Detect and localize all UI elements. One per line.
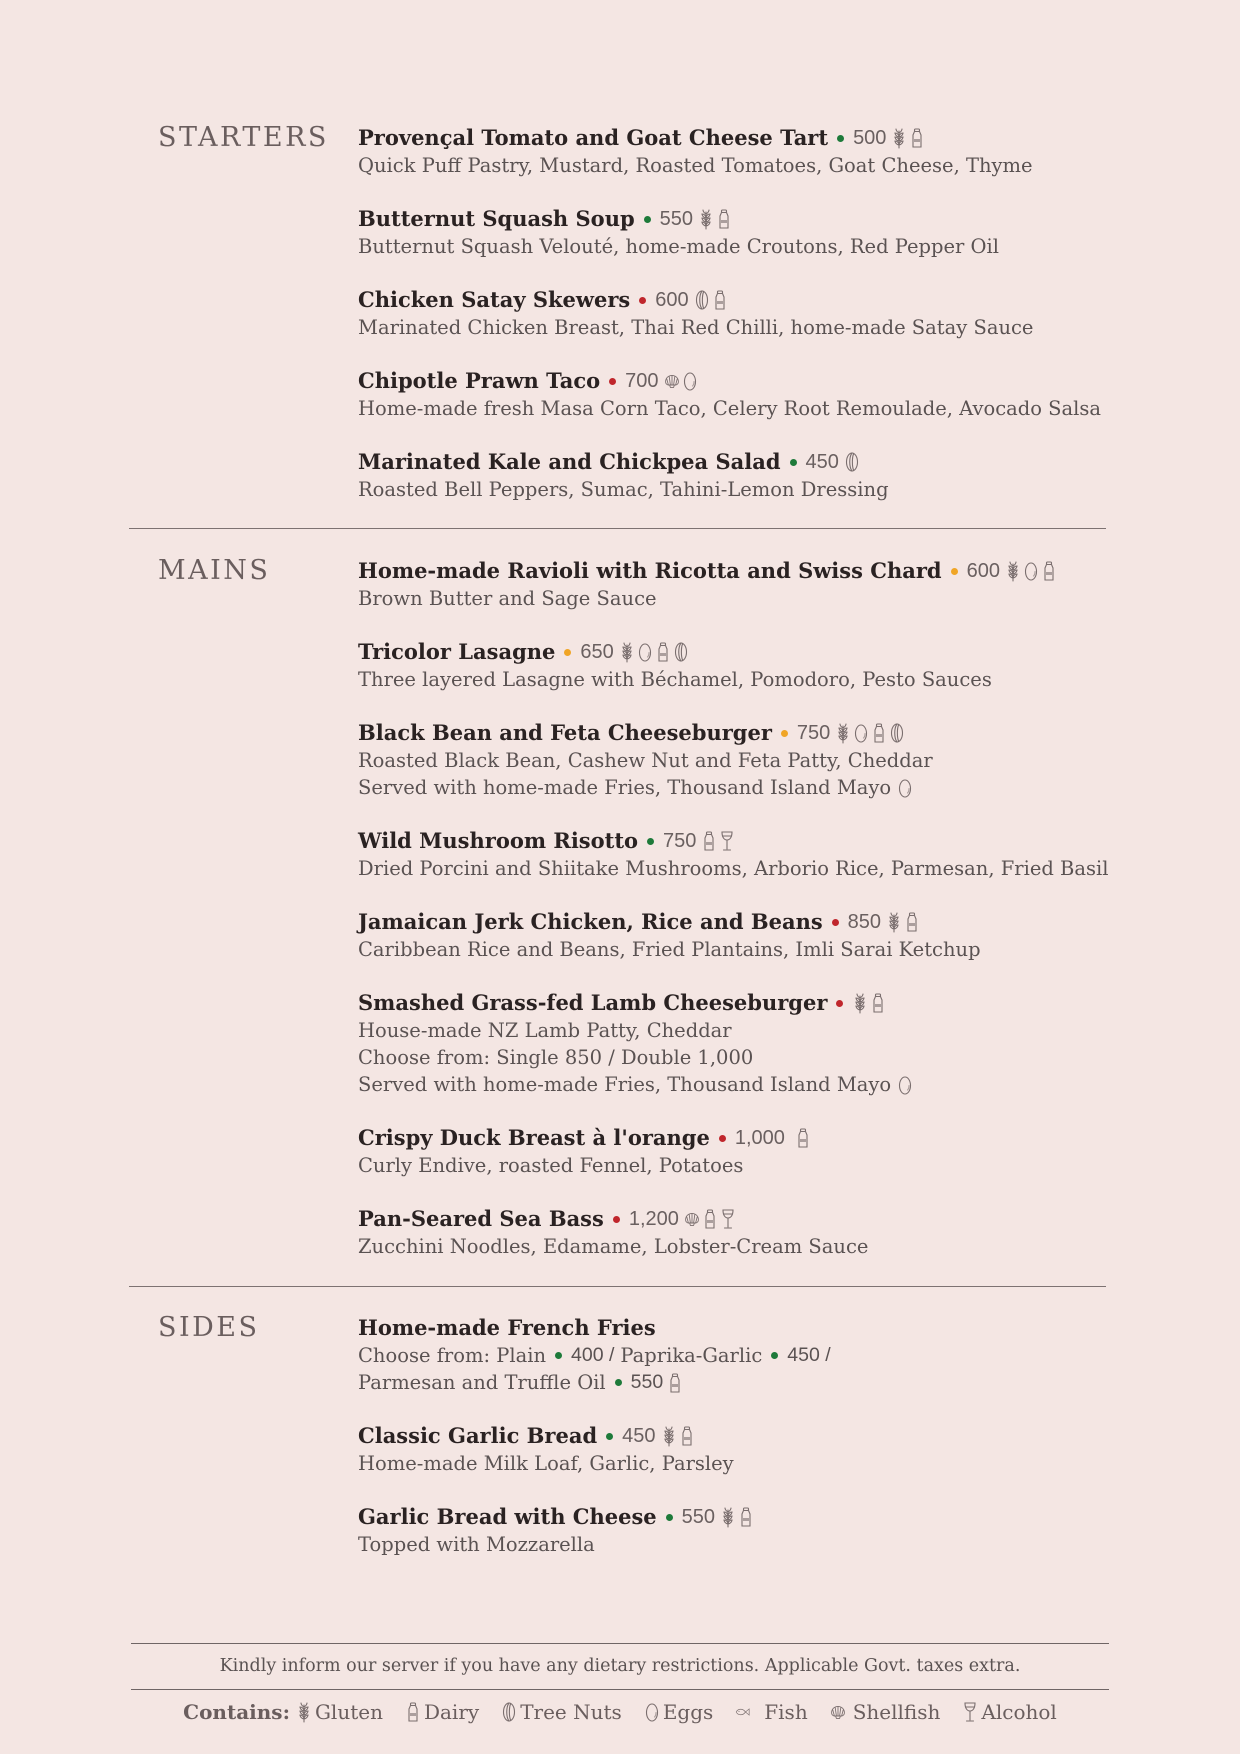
dairy-icon <box>667 1372 683 1394</box>
section-title: STARTERS <box>158 122 329 153</box>
menu-item <box>358 1422 1218 1477</box>
option-label: Paprika-Garlic <box>620 1344 763 1367</box>
tree-nuts-icon <box>694 289 710 311</box>
menu-item <box>358 719 1218 801</box>
option-label: Choose from: Plain <box>358 1344 547 1367</box>
dish-name: Home-made Ravioli with Ricotta and Swiss Chard <box>358 558 942 583</box>
footer-divider-bottom <box>131 1689 1109 1690</box>
shellfish-icon <box>830 1701 850 1723</box>
price: 1,000 <box>734 1127 785 1149</box>
price: 650 <box>580 641 614 663</box>
dish-name: Smashed Grass-fed Lamb Cheeseburger <box>358 990 828 1015</box>
option-price: 450 / <box>787 1344 831 1366</box>
dietary-note: Kindly inform our server if you have any dietary restrictions. Applicable Govt. taxes extra. <box>219 1656 1021 1676</box>
egg-dot <box>564 649 571 656</box>
legend-entry-tree-nuts <box>501 1700 622 1724</box>
menu-item <box>358 1124 1218 1179</box>
menu-item <box>358 989 1218 1098</box>
tree-nuts-icon <box>889 722 905 744</box>
dish-name: Wild Mushroom Risotto <box>358 828 639 853</box>
gluten-icon <box>296 1701 312 1723</box>
dish-description: Home-made Milk Loaf, Garlic, Parsley <box>358 1452 734 1475</box>
gluten-icon <box>886 911 902 933</box>
allergen-icons <box>795 1127 811 1149</box>
legend-entry-alcohol <box>962 1700 1056 1724</box>
dish-name: Garlic Bread with Cheese <box>358 1504 657 1529</box>
dish-description <box>358 1071 1218 1098</box>
dish-description: Quick Puff Pastry, Mustard, Roasted Tomatoes, Goat Cheese, Thyme <box>358 154 1033 177</box>
eggs-icon <box>637 641 653 663</box>
price: 450 <box>622 1425 656 1447</box>
alcohol-icon <box>720 1208 736 1230</box>
nonveg-dot <box>639 297 646 304</box>
price: 750 <box>663 830 697 852</box>
menu-item <box>358 908 1218 963</box>
dish-description: Zucchini Noodles, Edamame, Lobster-Cream Sauce <box>358 1235 869 1258</box>
fries-options-line-1 <box>358 1342 1218 1369</box>
dairy-icon <box>909 127 925 149</box>
tree-nuts-icon <box>844 451 860 473</box>
option-label: Parmesan and Truffle Oil <box>358 1371 606 1394</box>
legend-text: Dairy <box>423 1700 480 1724</box>
veg-dot <box>666 1514 673 1521</box>
veg-dot <box>606 1433 613 1440</box>
allergen-icons <box>891 127 925 149</box>
veg-dot <box>837 135 844 142</box>
alcohol-icon <box>719 830 735 852</box>
gluten-icon <box>891 127 907 149</box>
item-list <box>358 557 1218 1287</box>
dairy-icon <box>405 1701 421 1723</box>
eggs-icon <box>897 1074 913 1096</box>
gluten-icon <box>1005 560 1021 582</box>
dish-description-text: Served with home-made Fries, Thousand Island Mayo <box>358 776 892 799</box>
legend-label: Contains: <box>183 1700 290 1724</box>
dish-description: Brown Butter and Sage Sauce <box>358 587 657 610</box>
dish-description: Curly Endive, roasted Fennel, Potatoes <box>358 1154 744 1177</box>
allergen-icons <box>684 1208 736 1230</box>
section-title: SIDES <box>158 1312 260 1343</box>
veg-dot <box>644 216 651 223</box>
veg-dot <box>647 838 654 845</box>
menu-item <box>358 638 1218 693</box>
allergen-legend <box>0 1700 1240 1724</box>
eggs-icon <box>1023 560 1039 582</box>
allergen-icons <box>664 370 698 392</box>
eggs-icon <box>682 370 698 392</box>
egg-dot <box>781 730 788 737</box>
tree-nuts-icon <box>673 641 689 663</box>
section-title: MAINS <box>158 555 271 586</box>
gluten-icon <box>698 208 714 230</box>
dairy-icon <box>679 1425 695 1447</box>
legend-text: Fish <box>764 1700 808 1724</box>
legend-entry-eggs <box>644 1700 713 1724</box>
dish-name: Home-made French Fries <box>358 1315 656 1340</box>
dairy-icon <box>738 1506 754 1528</box>
fish-icon <box>735 1701 761 1723</box>
dairy-icon <box>712 289 728 311</box>
dish-name: Chipotle Prawn Taco <box>358 368 601 393</box>
legend-text: Shellfish <box>852 1700 941 1724</box>
dish-name: Black Bean and Feta Cheeseburger <box>358 720 772 745</box>
dish-name: Jamaican Jerk Chicken, Rice and Beans <box>358 909 823 934</box>
legend-text: Eggs <box>662 1700 714 1724</box>
nonveg-dot <box>832 919 839 926</box>
egg-dot <box>951 568 958 575</box>
gluten-icon <box>619 641 635 663</box>
dish-name: Chicken Satay Skewers <box>358 287 631 312</box>
price: 550 <box>681 1506 716 1528</box>
allergen-icons <box>1005 560 1057 582</box>
allergen-icons <box>619 641 689 663</box>
option-price: 400 / <box>571 1344 615 1366</box>
menu-item <box>358 367 1218 422</box>
dish-name: Tricolor Lasagne <box>358 639 556 664</box>
alcohol-icon <box>962 1701 978 1723</box>
price: 850 <box>847 911 882 933</box>
veg-dot <box>615 1379 622 1386</box>
allergen-icons <box>661 1425 695 1447</box>
allergen-icons <box>835 722 905 744</box>
allergen-icons <box>698 208 732 230</box>
item-list <box>358 124 1218 530</box>
allergen-icons <box>852 992 886 1014</box>
price: 700 <box>625 370 659 392</box>
footer-divider-top <box>131 1643 1109 1644</box>
shellfish-icon <box>684 1208 700 1230</box>
menu-item <box>358 448 1218 503</box>
eggs-icon <box>897 777 913 799</box>
dairy-icon <box>701 830 717 852</box>
dish-description: Roasted Black Bean, Cashew Nut and Feta Patty, Cheddar <box>358 749 933 772</box>
allergen-icons <box>720 1506 754 1528</box>
dairy-icon <box>716 208 732 230</box>
price: 600 <box>655 289 689 311</box>
menu-item <box>358 1314 1218 1396</box>
menu-item <box>358 124 1218 179</box>
allergen-icons <box>844 451 860 473</box>
menu-item <box>358 205 1218 260</box>
dish-name: Provençal Tomato and Goat Cheese Tart <box>358 125 829 150</box>
gluten-icon <box>720 1506 736 1528</box>
section-divider <box>129 528 1106 529</box>
legend-text: Gluten <box>314 1700 383 1724</box>
dish-name: Pan-Seared Sea Bass <box>358 1206 604 1231</box>
dish-description: House-made NZ Lamb Patty, Cheddar <box>358 1019 732 1042</box>
section-divider <box>129 1286 1106 1287</box>
dish-description: Topped with Mozzarella <box>358 1533 595 1556</box>
legend-entry-gluten <box>296 1700 383 1724</box>
dairy-icon <box>795 1127 811 1149</box>
dairy-icon <box>871 722 887 744</box>
dish-name: Marinated Kale and Chickpea Salad <box>358 449 781 474</box>
legend-text: Alcohol <box>981 1700 1057 1724</box>
price: 550 <box>659 208 694 230</box>
gluten-icon <box>835 722 851 744</box>
dish-name: Butternut Squash Soup <box>358 206 635 231</box>
price: 500 <box>853 127 887 149</box>
menu-item <box>358 827 1218 882</box>
menu-item <box>358 286 1218 341</box>
nonveg-dot <box>836 1000 843 1007</box>
dairy-icon <box>1041 560 1057 582</box>
dish-description-text: Served with home-made Fries, Thousand Island Mayo <box>358 1073 892 1096</box>
nonveg-dot <box>719 1135 726 1142</box>
price: 750 <box>796 722 831 744</box>
gluten-icon <box>661 1425 677 1447</box>
veg-dot <box>771 1352 778 1359</box>
allergen-icons <box>886 911 920 933</box>
allergen-icons <box>694 289 728 311</box>
dairy-icon <box>702 1208 718 1230</box>
veg-dot <box>555 1352 562 1359</box>
dish-description: Butternut Squash Velouté, home-made Croutons, Red Pepper Oil <box>358 235 1000 258</box>
shellfish-icon <box>664 370 680 392</box>
dish-description <box>358 774 1218 801</box>
nonveg-dot <box>609 378 616 385</box>
price: 450 <box>805 451 839 473</box>
gluten-icon <box>852 992 868 1014</box>
eggs-icon <box>853 722 869 744</box>
dish-description: Three layered Lasagne with Béchamel, Pomodoro, Pesto Sauces <box>358 668 992 691</box>
item-list <box>358 1314 1218 1585</box>
dairy-icon <box>870 992 886 1014</box>
dish-name: Crispy Duck Breast à l'orange <box>358 1125 710 1150</box>
price: 1,200 <box>628 1208 679 1230</box>
tree-nuts-icon <box>501 1701 517 1723</box>
dish-description: Home-made fresh Masa Corn Taco, Celery Root Remoulade, Avocado Salsa <box>358 397 1102 420</box>
nonveg-dot <box>613 1216 620 1223</box>
legend-text: Tree Nuts <box>520 1700 622 1724</box>
option-price: 550 <box>630 1371 664 1393</box>
dairy-icon <box>655 641 671 663</box>
menu-item <box>358 1503 1218 1558</box>
dairy-icon <box>904 911 920 933</box>
dish-description: Dried Porcini and Shiitake Mushrooms, Arborio Rice, Parmesan, Fried Basil <box>358 857 1109 880</box>
veg-dot <box>790 459 797 466</box>
allergen-icons <box>701 830 735 852</box>
legend-entry-dairy <box>405 1700 479 1724</box>
legend-entry-shellfish <box>830 1700 941 1724</box>
dish-description: Caribbean Rice and Beans, Fried Plantains, Imli Sarai Ketchup <box>358 938 981 961</box>
legend-entry-fish <box>735 1700 807 1724</box>
dish-description: Marinated Chicken Breast, Thai Red Chilli, home-made Satay Sauce <box>358 316 1034 339</box>
dish-name: Classic Garlic Bread <box>358 1423 598 1448</box>
dish-description: Roasted Bell Peppers, Sumac, Tahini-Lemon Dressing <box>358 478 889 501</box>
fries-options-line-2 <box>358 1369 1218 1396</box>
menu-item <box>358 1205 1218 1260</box>
eggs-icon <box>644 1701 660 1723</box>
price: 600 <box>966 560 1000 582</box>
dish-price-options: Choose from: Single 850 / Double 1,000 <box>358 1046 754 1069</box>
menu-item <box>358 557 1218 612</box>
